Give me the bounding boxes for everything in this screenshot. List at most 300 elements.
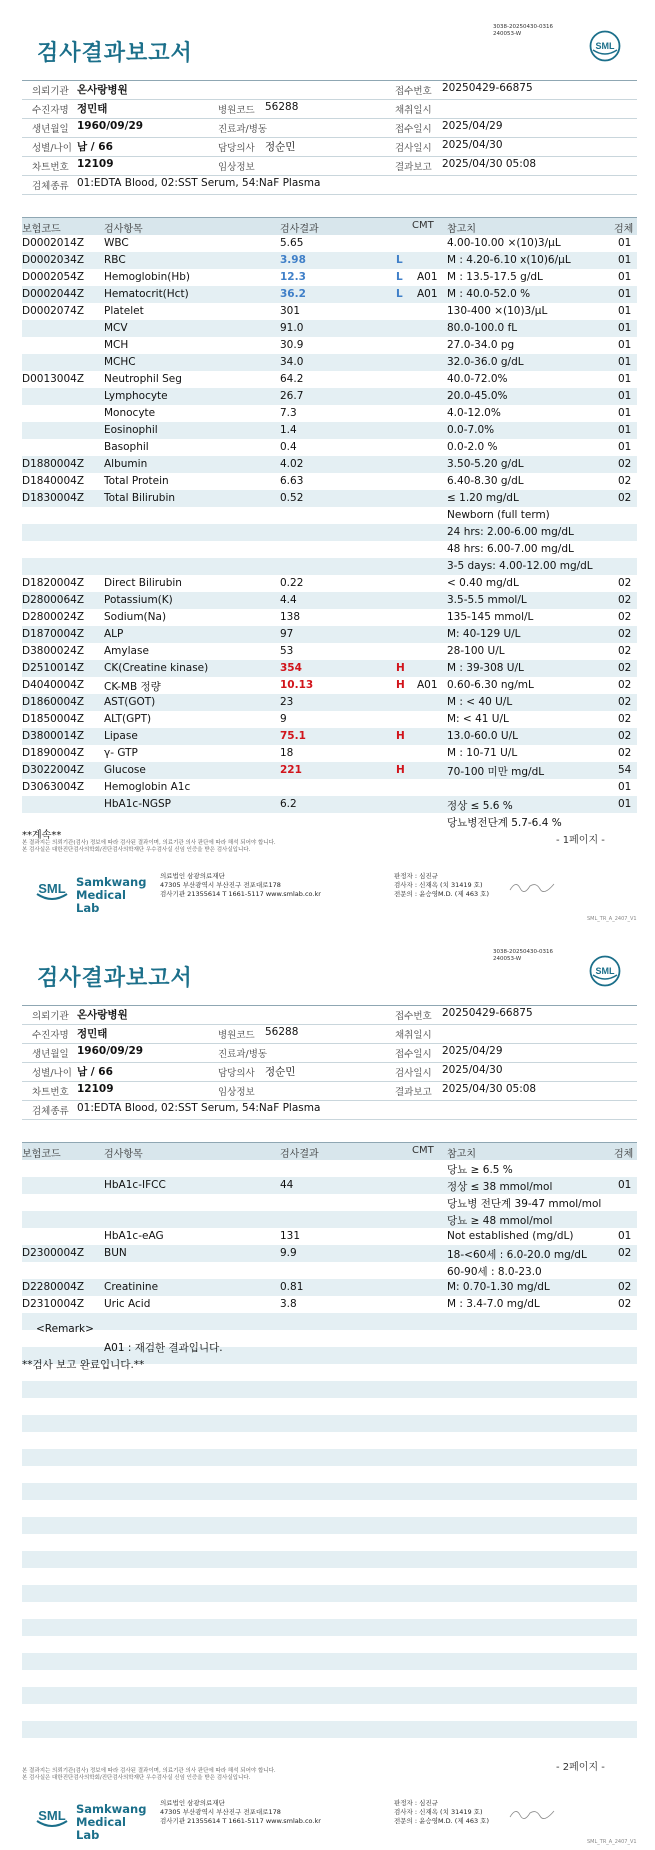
clinical-label: 임상정보 [218,162,255,173]
cell-reference: 28-100 U/L [447,645,505,657]
cell-result: 301 [280,305,301,317]
cell-reference: 48 hrs: 6.00-7.00 mg/dL [447,543,574,555]
cell-code: D0002054Z [22,271,85,283]
cell-code: D2280004Z [22,1281,85,1293]
cell-result: 7.3 [280,407,297,419]
cell-reference: M : 40.0-52.0 % [447,288,531,300]
empty-row [22,1534,637,1551]
cell-reference: 정상 ≤ 5.6 % [447,800,513,812]
table-row [22,286,637,303]
cell-result: 0.81 [280,1281,304,1293]
cell-specimen: 54 [618,764,632,776]
cell-code: D4040004Z [22,679,85,691]
cell-reference: 20.0-45.0% [447,390,508,402]
cell-reference: 40.0-72.0% [447,373,508,385]
cell-result: 221 [280,764,302,776]
form-id: SML_TR_A_2407_V1 [587,1839,637,1845]
table-row [22,592,637,609]
sex-age-value: 남 / 66 [77,141,113,153]
table-row [22,303,637,320]
table-row [22,1194,637,1211]
cell-reference: 3.5-5.5 mmol/L [447,594,527,606]
sml-logo-icon [34,871,70,907]
dept-label: 진료과/병동 [218,124,268,135]
table-row [22,609,637,626]
cell-test-name: WBC [104,237,129,249]
cell-test-name: MCV [104,322,128,334]
svg-text:SML: SML [38,1808,66,1823]
cell-cmt: A01 [417,288,438,300]
doctor-label: 담당의사 [218,143,255,154]
cell-test-name: Creatinine [104,1281,159,1293]
sml-logo-icon [589,955,621,987]
cell-reference: 32.0-36.0 g/dL [447,356,524,368]
cell-reference: 0.60-6.30 ng/mL [447,679,534,691]
empty-row [22,1585,637,1602]
cell-test-name: Monocyte [104,407,156,419]
cell-specimen: 01 [618,1230,632,1242]
cell-flag: L [396,288,403,300]
table-row [22,524,637,541]
cell-specimen: 02 [618,594,632,606]
table-row [22,728,637,745]
cell-test-name: Uric Acid [104,1298,151,1310]
header-code: 보험코드 [22,224,61,235]
cell-specimen: 01 [618,424,632,436]
cell-code: D2510014Z [22,662,85,674]
table-row [22,1296,637,1313]
table-row [22,371,637,388]
cell-specimen: 02 [618,679,632,691]
cell-result: 97 [280,628,294,640]
cell-specimen: 02 [618,645,632,657]
table-row [22,575,637,592]
cell-reference: 4.0-12.0% [447,407,501,419]
table-row [22,337,637,354]
table-row [22,1211,637,1228]
name-value: 정민태 [77,103,108,115]
cell-code: D1850004Z [22,713,85,725]
report-date-value: 2025/04/30 05:08 [442,158,537,170]
cell-result: 4.4 [280,594,297,606]
cell-test-name: Glucose [104,764,146,776]
cell-specimen: 02 [618,713,632,725]
cell-test-name: Potassium(K) [104,594,173,606]
signature-image [508,878,558,894]
cell-result: 64.2 [280,373,304,385]
table-row [22,490,637,507]
cell-test-name: CK-MB 정량 [104,681,161,693]
cell-reference: M: 40-129 U/L [447,628,521,640]
table-row [22,643,637,660]
cell-reference: 3.50-5.20 g/dL [447,458,524,470]
cell-reference: Not established (mg/dL) [447,1230,574,1242]
cell-specimen: 02 [618,475,632,487]
cell-test-name: Neutrophil Seg [104,373,182,385]
document-id: 3038-20250430-0316 240053-W [493,24,553,37]
report-title: 검사결과보고서 [37,41,193,66]
empty-row [22,1653,637,1670]
cell-test-name: AST(GOT) [104,696,156,708]
hosp-code-value: 56288 [265,101,299,113]
hosp-code-label: 병원코드 [218,105,255,116]
org-info: 의료법인 삼광의료재단 47305 부산광역시 부산진구 전포대로178 검사기관 21355614 T 1661-5117 www.smlab.co.kr [160,872,321,898]
signature-image [508,1805,558,1821]
chart-no-label: 차트번호 [32,162,69,173]
cell-result: 5.65 [280,237,304,249]
cell-result: 44 [280,1179,294,1191]
cell-reference: M : 39-308 U/L [447,662,524,674]
hospital-label: 의뢰기관 [32,86,69,97]
cell-test-name: Sodium(Na) [104,611,167,623]
cell-result: 23 [280,696,294,708]
report-title: 검사결과보고서 [37,966,193,991]
cell-reference: 4.00-10.00 ×(10)3/μL [447,237,561,249]
cell-code: D3800014Z [22,730,85,742]
cell-code: D2800024Z [22,611,85,623]
table-row [22,660,637,677]
cell-test-name: Lipase [104,730,138,742]
cell-reference: 13.0-60.0 U/L [447,730,518,742]
svg-text:SML: SML [38,881,66,896]
cell-result: 3.98 [280,254,306,266]
table-row [22,1160,637,1177]
cell-test-name: Total Bilirubin [104,492,176,504]
cell-specimen: 01 [618,373,632,385]
cell-specimen: 01 [618,356,632,368]
cell-flag: L [396,271,403,283]
footer-note: 본 결과지는 의뢰기관(검사) 정보에 따라 검사된 결과이며, 의료기관 의사 판단에 따라 해석 되어야 합니다. 본 검사실은 대한진단검사의학회/진단검사의학재단 우수검사실 신임 인증을 받은 검사실입니다. [22,840,276,853]
cell-test-name: Amylase [104,645,149,657]
cell-result: 9.9 [280,1247,297,1259]
table-row [22,711,637,728]
cell-reference: 18-<60세 : 6.0-20.0 mg/dL [447,1249,587,1261]
cell-reference: ≤ 1.20 mg/dL [447,492,519,504]
table-row [22,388,637,405]
cell-test-name: HbA1c-eAG [104,1230,164,1242]
empty-row [22,1449,637,1466]
header-spec: 검체 [614,224,634,235]
cell-specimen: 02 [618,662,632,674]
table-row [22,694,637,711]
cell-result: 75.1 [280,730,306,742]
table-row [22,677,637,694]
report-label: 결과보고 [395,162,432,173]
cell-reference: < 0.40 mg/dL [447,577,519,589]
cell-specimen: 02 [618,628,632,640]
cell-result: 1.4 [280,424,297,436]
cell-test-name: Total Protein [104,475,169,487]
table-header [22,217,637,235]
cell-code: D3022004Z [22,764,85,776]
chart-no-value: 12109 [77,158,114,170]
cell-result: 9 [280,713,287,725]
cell-test-name: Hematocrit(Hct) [104,288,189,300]
empty-row [22,1398,637,1415]
page-number: - 2페이지 - [556,1762,605,1773]
cell-test-name: γ- GTP [104,747,138,759]
cell-test-name: HbA1c-IFCC [104,1179,166,1191]
empty-row [22,1381,637,1398]
table-row [22,456,637,473]
cell-test-name: ALT(GPT) [104,713,152,725]
report-complete: **검사 보고 완료입니다.** [22,1359,145,1371]
collect-date-label: 채취일시 [395,105,432,116]
cell-test-name: RBC [104,254,126,266]
cell-specimen: 01 [618,305,632,317]
document-id: 3038-20250430-0316 240053-W [493,949,553,962]
cell-specimen: 02 [618,458,632,470]
table-row [22,779,637,796]
receipt-date-label: 접수일시 [395,124,432,135]
specimen-value: 01:EDTA Blood, 02:SST Serum, 54:NaF Plasma [77,177,321,189]
cell-reference: 27.0-34.0 pg [447,339,515,351]
table-row [22,439,637,456]
footer-logo: SML Samkwang Medical Lab [34,1797,134,1837]
remark-title: <Remark> [36,1323,94,1335]
empty-row [22,1687,637,1704]
cell-code: D1870004Z [22,628,85,640]
table-row [22,745,637,762]
cell-test-name: Eosinophil [104,424,158,436]
cell-result: 6.2 [280,798,297,810]
table-row [22,320,637,337]
receipt-no-label: 접수번호 [395,86,432,97]
cell-reference: 당뇨 ≥ 48 mmol/mol [447,1215,553,1227]
cell-specimen: 02 [618,1298,632,1310]
cell-cmt: A01 [417,679,438,691]
hospital-value: 온사랑병원 [77,84,128,96]
cell-reference: 당뇨병 전단계 39-47 mmol/mol [447,1198,602,1210]
empty-row [22,1636,637,1653]
cell-flag: H [396,730,405,742]
cell-reference: Newborn (full term) [447,509,550,521]
table-row [22,796,637,813]
table-row [22,626,637,643]
table-row [22,813,637,830]
cell-result: 131 [280,1230,301,1242]
cell-reference: 80.0-100.0 fL [447,322,518,334]
receipt-date-value: 2025/04/29 [442,120,503,132]
org-info: 의료법인 삼광의료재단 47305 부산광역시 부산진구 전포대로178 검사기관 21355614 T 1661-5117 www.smlab.co.kr [160,1799,321,1825]
cell-specimen: 01 [618,441,632,453]
cell-result: 354 [280,662,302,674]
table-row [22,1228,637,1245]
cell-code: D1830004Z [22,492,85,504]
cell-specimen: 01 [618,339,632,351]
cell-reference: M : 10-71 U/L [447,747,518,759]
cell-reference: 60-90세 : 8.0-23.0 [447,1266,542,1278]
cell-specimen: 01 [618,781,632,793]
cell-reference: 당뇨 ≥ 6.5 % [447,1164,513,1176]
cell-reference: 당뇨병전단계 5.7-6.4 % [447,817,562,829]
cell-result: 30.9 [280,339,304,351]
cell-test-name: HbA1c-NGSP [104,798,171,810]
cell-reference: 0.0-2.0 % [447,441,498,453]
table-row [22,422,637,439]
table-row [22,558,637,575]
cell-test-name: Basophil [104,441,149,453]
cell-code: D0002074Z [22,305,85,317]
table-row [22,269,637,286]
table-row [22,1177,637,1194]
form-id: SML_TR_A_2407_V1 [587,916,637,922]
cell-specimen: 02 [618,696,632,708]
cell-reference: M: < 41 U/L [447,713,509,725]
header-result: 검사결과 [280,224,319,235]
cell-flag: H [396,662,405,674]
cell-specimen: 01 [618,390,632,402]
empty-row [22,1500,637,1517]
cell-reference: M : 3.4-7.0 mg/dL [447,1298,540,1310]
cell-result: 0.22 [280,577,304,589]
cell-reference: M : < 40 U/L [447,696,513,708]
report-page-2: 3038-20250430-0316 240053-W 검사결과보고서 SML 의뢰기관 온사랑병원 접수번호 20250429-66875 수진자명 정민태 병원코드 56288 채취일시 생년월일 1960/09/29 진료과/병동 접수일시 2025/04/29 성별/나이 남 / 66 담당의사 정순민 검사일시 2025/04/30 차트번호 12109 임상정보 결과보고 2025/04/30 05:08 검체종류 01:EDTA Blood, 02:SST Serum, 54:NaF Plasma 보험코드 검사항목 검사결과 CMT 참고치 검체 당뇨 ≥ 6.5 % HbA1c-IFCC 44 정상 ≤ 38 mmol/mol 01 당뇨병 전단계 39-47 mmol/mol 당뇨 ≥ 48 mmol/mol HbA1c-eAG 131 Not established (mg/dL) 01 D2300004Z BUN 9.9 18-<60세 : 6.0-20.0 mg/dL 02 60-90세 : 8.0-23.0 D2280004Z Creatinine 0.81 M: 0.70-1.30 mg/dL 02 D2310004Z Uric Acid 3.8 M : 3.4-7.0 mg/dL 02 <Remark> A01 : 재검한 결과입니다. **검사 보고 완료입니다.** - 2페이지 - 본 결과지는 의뢰기관(검사) 정보에 따라 검사된 결과이며, 의료기관 의사 판단에 따라 해석 되어야 합니다. 본 검사실은 대한진단검사의학회/진단검사의학재단 우수검사실 신임 인증을 받은 검사실입니다. SML Samkwang Medical Lab 의료법인 삼광의료재단 47305 부산광역시 부산진구 전포대로178 검사기관 21355614 T 1661-5117 www.smlab.co.kr 판정자 : 심진규 검사자 : 신재옥 (치 31419 호) 전문의 : 윤승영M.D. (제 463 호) SML_TR_A_2407_V1 [22,949,637,1845]
cell-result: 26.7 [280,390,304,402]
cell-reference: 3-5 days: 4.00-12.00 mg/dL [447,560,593,572]
cell-specimen: 02 [618,577,632,589]
cell-reference: M : 13.5-17.5 g/dL [447,271,543,283]
cell-code: D2300004Z [22,1247,85,1259]
empty-row [22,1721,637,1738]
cell-code: D2310004Z [22,1298,85,1310]
table-row [22,235,637,252]
sml-logo-icon [589,30,621,62]
empty-row [22,1738,637,1755]
sex-age-label: 성별/나이 [32,143,72,154]
cell-result: 18 [280,747,294,759]
cell-specimen: 02 [618,730,632,742]
table-row [22,405,637,422]
cell-result: 91.0 [280,322,304,334]
footer-note: 본 결과지는 의뢰기관(검사) 정보에 따라 검사된 결과이며, 의료기관 의사 판단에 따라 해석 되어야 합니다. 본 검사실은 대한진단검사의학회/진단검사의학재단 우수검사실 신임 인증을 받은 검사실입니다. [22,1768,276,1781]
cell-result: 4.02 [280,458,304,470]
cell-result: 0.52 [280,492,304,504]
empty-row [22,1602,637,1619]
dob-label: 생년월일 [32,124,69,135]
cell-specimen: 01 [618,237,632,249]
svg-text:SML: SML [595,41,615,51]
cell-code: D1880004Z [22,458,85,470]
test-date-value: 2025/04/30 [442,139,503,151]
cell-code: D3800024Z [22,645,85,657]
table-row [22,762,637,779]
cell-test-name: MCH [104,339,129,351]
empty-row [22,1313,637,1330]
header-cmt: CMT [412,220,434,231]
cell-test-name: Lymphocyte [104,390,168,402]
cell-flag: L [396,254,403,266]
empty-row [22,1619,637,1636]
cell-specimen: 02 [618,747,632,759]
cell-result: 10.13 [280,679,314,691]
cell-test-name: Direct Bilirubin [104,577,182,589]
cell-result: 3.8 [280,1298,297,1310]
cell-result: 53 [280,645,294,657]
empty-row [22,1670,637,1687]
cell-result: 36.2 [280,288,306,300]
cell-specimen: 01 [618,322,632,334]
cell-specimen: 01 [618,798,632,810]
cell-result: 0.4 [280,441,297,453]
table-row [22,541,637,558]
cell-code: D0002014Z [22,237,85,249]
cell-reference: M: 0.70-1.30 mg/dL [447,1281,550,1293]
cell-code: D0002034Z [22,254,85,266]
cell-result: 6.63 [280,475,304,487]
cell-specimen: 01 [618,1179,632,1191]
cell-code: D0002044Z [22,288,85,300]
cell-test-name: Platelet [104,305,144,317]
table-row [22,1262,637,1279]
cell-reference: 6.40-8.30 g/dL [447,475,524,487]
footer-logo: SML Samkwang Medical Lab [34,870,134,910]
cell-test-name: MCHC [104,356,136,368]
cell-specimen: 01 [618,254,632,266]
cell-reference: 24 hrs: 2.00-6.00 mg/dL [447,526,574,538]
cell-code: D1840004Z [22,475,85,487]
cell-reference: 정상 ≤ 38 mmol/mol [447,1181,553,1193]
cell-code: D0013004Z [22,373,85,385]
cell-test-name: ALP [104,628,124,640]
cell-test-name: Hemoglobin(Hb) [104,271,191,283]
cell-specimen: 01 [618,407,632,419]
empty-row [22,1551,637,1568]
signatories: 판정자 : 심진규 검사자 : 신재옥 (치 31419 호) 전문의 : 윤승영M.D. (제 463 호) [394,1799,489,1825]
table-row [22,354,637,371]
cell-specimen: 02 [618,611,632,623]
name-label: 수진자명 [32,105,69,116]
header-name: 검사항목 [104,224,143,235]
sml-logo-icon [34,1798,70,1834]
empty-row [22,1466,637,1483]
cell-code: D1860004Z [22,696,85,708]
empty-row [22,1483,637,1500]
table-row [22,473,637,490]
continue-note: **계속** [22,830,62,841]
cell-code: D3063004Z [22,781,85,793]
empty-row [22,1568,637,1585]
cell-reference: 0.0-7.0% [447,424,495,436]
test-date-label: 검사일시 [395,143,432,154]
cell-test-name: BUN [104,1247,127,1259]
cell-result: 138 [280,611,301,623]
table-row [22,1279,637,1296]
table-header: 보험코드 검사항목 검사결과 CMT 참고치 검체 [22,1142,637,1160]
header-ref: 참고치 [447,224,476,235]
cell-reference: M : 4.20-6.10 x(10)6/μL [447,254,571,266]
cell-flag: H [396,679,405,691]
dob-value: 1960/09/29 [77,120,144,132]
cell-reference: 70-100 미만 mg/dL [447,766,545,778]
receipt-no-value: 20250429-66875 [442,82,533,94]
page-number: - 1페이지 - [556,835,605,846]
cell-code: D2800064Z [22,594,85,606]
signatories: 판정자 : 심진규 검사자 : 신재옥 (치 31419 호) 전문의 : 윤승영M.D. (제 463 호) [394,872,489,898]
empty-row [22,1517,637,1534]
cell-specimen: 01 [618,288,632,300]
cell-specimen: 01 [618,271,632,283]
cell-reference: 135-145 mmol/L [447,611,534,623]
svg-text:SML: SML [595,966,615,976]
table-row [22,252,637,269]
empty-row [22,1704,637,1721]
cell-specimen: 02 [618,1247,632,1259]
specimen-label: 검체종류 [32,181,69,192]
cell-specimen: 02 [618,492,632,504]
cell-specimen: 02 [618,1281,632,1293]
table-row [22,507,637,524]
